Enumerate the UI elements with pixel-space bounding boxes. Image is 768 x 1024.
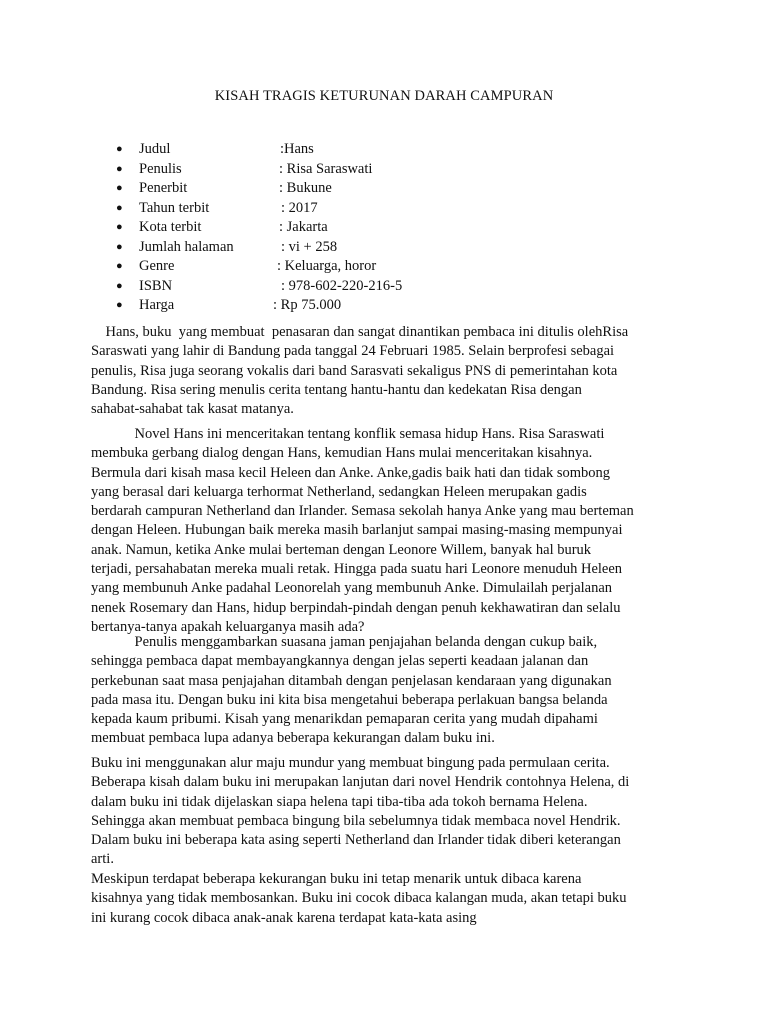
info-label: Harga xyxy=(139,297,175,313)
paragraph-line: ini kurang cocok dibaca anak-anak karena terdapat kata-kata asing xyxy=(91,909,477,926)
info-value: : vi + 258 xyxy=(281,238,338,255)
paragraph-line: kisahnya yang tidak membosankan. Buku ini cocok dibaca kalangan muda, akan tetapi buku xyxy=(91,890,627,907)
info-value: : 978-602-220-216-5 xyxy=(281,277,403,294)
paragraph-line: penulis, Risa juga seorang vokalis dari band Sarasvati sekaligus PNS di pemerintahan kota xyxy=(91,362,618,379)
paragraph-line: yang membunuh Anke padahal Leonorelah yang membunuh Anke. Dimulailah perjalanan xyxy=(91,580,613,597)
document-title: KISAH TRAGIS KETURUNAN DARAH CAMPURAN xyxy=(214,88,554,104)
paragraph-line: Beberapa kisah dalam buku ini merupakan lanjutan dari novel Hendrik contohnya Helena, di xyxy=(91,774,630,791)
info-label: Jumlah halaman xyxy=(139,238,234,255)
bullet-icon: ● xyxy=(116,279,123,292)
paragraph-line: Dalam buku ini beberapa kata asing seperti Netherland dan Irlander tidak diberi keterangan xyxy=(91,832,621,849)
info-value: : Bukune xyxy=(279,180,332,196)
paragraph-3 xyxy=(91,633,697,749)
info-item-genre xyxy=(116,257,676,277)
info-label: Penulis xyxy=(139,160,182,177)
bullet-icon: ● xyxy=(116,299,123,311)
info-item-harga xyxy=(116,296,676,316)
info-label: Penerbit xyxy=(139,180,188,196)
paragraph-line: nenek Rosemary dan Hans, hidup berpindah-pindah dengan penuh kekhawatiran dan selalu xyxy=(91,599,621,616)
book-info-list xyxy=(116,140,676,316)
paragraph-line: Meskipun terdapat beberapa kekurangan buku ini tetap menarik untuk dibaca karena xyxy=(91,871,582,887)
info-item-isbn xyxy=(116,277,676,297)
info-value: : Jakarta xyxy=(279,219,328,235)
paragraph-line: Penulis menggambarkan suasana jaman penjajahan belanda dengan cukup baik, xyxy=(91,634,598,650)
info-item-judul xyxy=(116,140,676,160)
paragraph-line: pada masa itu. Dengan buku ini kita bisa mengetahui beberapa perlakuan bangsa belanda xyxy=(91,691,608,708)
info-item-penulis xyxy=(116,160,676,180)
info-label: ISBN xyxy=(139,277,173,294)
info-label: Tahun terbit xyxy=(139,199,210,216)
paragraph-line: Bandung. Risa sering menulis cerita tentang hantu-hantu dan kedekatan Risa dengan xyxy=(91,381,582,398)
paragraph-1 xyxy=(91,323,697,419)
bullet-icon: ● xyxy=(116,240,123,253)
paragraph-line: Buku ini menggunakan alur maju mundur yang membuat bingung pada permulaan cerita. xyxy=(91,755,610,771)
info-item-jumlah-halaman xyxy=(116,238,676,258)
info-label: Kota terbit xyxy=(139,219,202,235)
paragraph-line: bertanya-tanya apakah keluarganya masih ada? xyxy=(91,618,365,635)
paragraph-line: anak. Namun, ketika Anke mulai berteman dengan Leonore Willem, banyak hal buruk xyxy=(91,541,592,558)
paragraph-5 xyxy=(91,870,697,928)
paragraph-line: membuat pembaca lupa adanya beberapa kekurangan dalam buku ini. xyxy=(91,730,495,747)
bullet-icon: ● xyxy=(116,143,123,155)
info-item-kota-terbit xyxy=(116,218,676,238)
paragraph-line: dalam buku ini tidak dijelaskan siapa helena tapi tiba-tiba ada tokoh bernama Helena. xyxy=(91,793,588,810)
bullet-icon: ● xyxy=(116,182,123,194)
paragraph-line: membuka gerbang dialog dengan Hans, kemudian Hans mulai menceritakan kisahnya. xyxy=(91,445,593,462)
bullet-icon: ● xyxy=(116,221,123,233)
paragraph-line: kepada kaum pribumi. Kisah yang menarikdan pemaparan cerita yang mudah dipahami xyxy=(91,711,598,728)
paragraph-line: terjadi, persahabatan mereka muali retak. Hingga pada suatu hari Leonore menuduh Heleen xyxy=(91,561,623,578)
info-value: : Rp 75.000 xyxy=(273,297,342,313)
info-item-penerbit xyxy=(116,179,676,199)
paragraph-line: sehingga pembaca dapat membayangkannya dengan jelas seperti keadaan jalanan dan xyxy=(91,653,589,670)
paragraph-line: yang berasal dari keluarga terhormat Netherland, sedangkan Heleen merupakan gadis xyxy=(91,483,587,500)
info-value: : 2017 xyxy=(281,199,318,216)
paragraph-line: Novel Hans ini menceritakan tentang konflik semasa hidup Hans. Risa Saraswati xyxy=(91,426,605,442)
bullet-icon: ● xyxy=(116,162,123,175)
info-label: Genre xyxy=(139,258,175,274)
paragraph-2 xyxy=(91,425,697,637)
paragraph-line: sahabat-sahabat tak kasat matanya. xyxy=(91,401,294,418)
bullet-icon: ● xyxy=(116,260,123,272)
bullet-icon: ● xyxy=(116,201,123,214)
paragraph-line: dengan Heleen. Hubungan baik mereka masih barlanjut sampai masing-masing mempunyai xyxy=(91,522,623,539)
info-item-tahun-terbit xyxy=(116,199,676,219)
info-value: : Risa Saraswati xyxy=(279,160,373,177)
info-value: :Hans xyxy=(280,141,314,157)
paragraph-line: berdarah campuran Netherland dan Irlander. Semasa sekolah hanya Anke yang mau berteman xyxy=(91,503,634,520)
paragraph-4 xyxy=(91,754,697,870)
paragraph-line: arti. xyxy=(91,851,114,868)
paragraph-line: Hans, buku yang membuat penasaran dan sangat dinantikan pembaca ini ditulis olehRisa xyxy=(91,324,629,340)
info-label: Judul xyxy=(139,141,171,157)
paragraph-line: Bermula dari kisah masa kecil Heleen dan Anke. Anke,gadis baik hati dan tidak sombong xyxy=(91,464,611,481)
paragraph-line: perkebunan saat masa penjajahan ditambah dengan penjelasan kendaraan yang digunakan xyxy=(91,672,612,689)
paragraph-line: Saraswati yang lahir di Bandung pada tanggal 24 Februari 1985. Selain berprofesi sebagai xyxy=(91,343,615,360)
paragraph-line: Sehingga akan membuat pembaca bingung bila sebelumnya tidak membaca novel Hendrik. xyxy=(91,812,621,829)
info-value: : Keluarga, horor xyxy=(277,258,377,274)
